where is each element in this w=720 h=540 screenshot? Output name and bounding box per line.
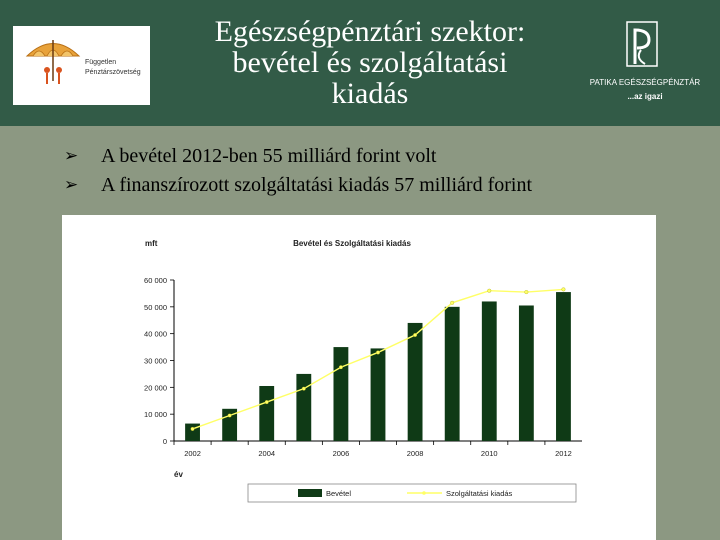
x-tick-label: 2002: [184, 449, 201, 458]
patika-brand: PATIKA EGÉSZSÉGPÉNZTÁR: [589, 78, 701, 87]
legend-swatch-bar: [298, 489, 322, 497]
x-tick-label: 2004: [258, 449, 276, 458]
y-axis-label: mft: [145, 239, 158, 248]
y-tick-label: 60 000: [144, 276, 167, 285]
line-point: [525, 290, 529, 294]
bar: [445, 307, 460, 441]
x-tick-label: 2008: [406, 449, 424, 458]
bullet-text-1: A bevétel 2012-ben 55 milliárd forint volt: [101, 145, 437, 167]
bar: [185, 424, 200, 441]
chart-title: Bevétel és Szolgáltatási kiadás: [293, 239, 411, 248]
line-point: [339, 365, 343, 369]
y-tick-label: 0: [162, 437, 167, 446]
bar: [408, 323, 423, 441]
left-logo-line2: Pénztárszövetség: [85, 69, 141, 76]
patika-logo: [583, 18, 707, 110]
bar: [259, 386, 274, 441]
title-line-1: Egészségpénztári szektor:: [214, 15, 526, 48]
fuggetlen-logo: [13, 26, 150, 105]
line-point: [450, 301, 454, 305]
patika-tagline: ...az igazi: [627, 92, 663, 101]
bullet-text-2: A finanszírozott szolgáltatási kiadás 57 milliárd forint: [101, 174, 533, 196]
line-point: [228, 414, 232, 418]
bar: [333, 347, 348, 441]
line-point: [413, 333, 417, 337]
page-title: [170, 16, 570, 109]
line-point: [191, 427, 195, 431]
line-point: [562, 288, 566, 292]
title-line-3: kiadás: [331, 77, 409, 110]
x-axis-label: év: [174, 470, 183, 479]
arrow-bullet-icon: ➢: [64, 146, 79, 166]
title-line-2: bevétel és szolgáltatási: [232, 46, 508, 79]
y-tick-label: 20 000: [144, 383, 167, 393]
arrow-bullet-icon: ➢: [64, 175, 79, 195]
bar: [519, 305, 534, 441]
bar: [371, 348, 386, 441]
bar-line-chart: [62, 215, 656, 540]
y-tick-label: 50 000: [144, 302, 167, 312]
legend-label-bar: Bevétel: [326, 489, 352, 498]
bar: [482, 301, 497, 441]
line-point: [376, 351, 380, 355]
x-tick-label: 2012: [555, 449, 572, 458]
y-tick-label: 40 000: [144, 329, 167, 339]
bullet-item-1: [64, 142, 532, 171]
y-tick-label: 10 000: [144, 410, 167, 420]
line-point: [487, 289, 491, 293]
header-bar: [0, 0, 720, 126]
line-point: [302, 387, 306, 391]
legend-swatch-point: [422, 491, 426, 495]
bar: [556, 292, 571, 441]
patika-monogram-icon: [583, 18, 707, 72]
legend-label-line: Szolgáltatási kiadás: [446, 489, 513, 498]
bullet-list: [64, 142, 532, 200]
x-tick-label: 2010: [480, 449, 498, 458]
x-tick-label: 2006: [332, 449, 350, 458]
bullet-item-2: [64, 171, 532, 200]
line-point: [265, 400, 269, 404]
chart-panel: [62, 215, 656, 540]
left-logo-line1: Független: [85, 59, 117, 66]
bar: [296, 374, 311, 441]
y-tick-label: 30 000: [144, 356, 167, 366]
